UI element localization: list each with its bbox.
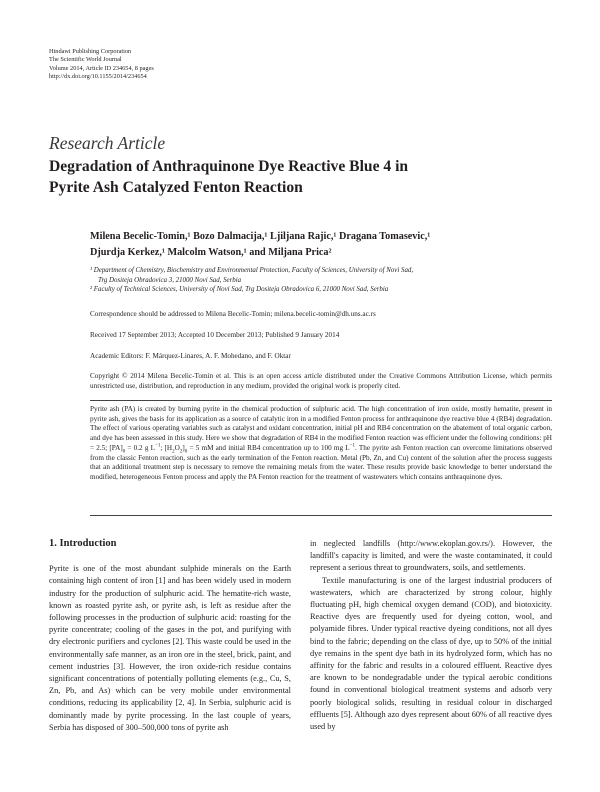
cond-h2o2-close: ] <box>182 443 185 452</box>
cond-pa-exp: −1 <box>155 443 161 449</box>
correspondence: Correspondence should be addressed to Milena Becelic-Tomin; milena.becelic-tomin@dh.uns.ac.rs <box>90 310 376 318</box>
volume-info: Volume 2014, Article ID 234654, 8 pages <box>49 64 154 72</box>
affiliation-1: ¹ Department of Chemistry, Biochemistry and Environmental Protection, Faculty of Sciences, University of Novi Sad, <box>90 267 414 274</box>
abstract-text-1: Pyrite ash (PA) is created by burning pyrite in the chemical production of sulphuric acid. The high concentration of iron oxide, mostly hematite, present in pyrite ash, gives the basis for its application as a source of catalytic iron in a modified Fenton process for anthraquinone dye reactive blue 4 (RB4) degradation. The effect of various operating variables such as catalyst and oxidant concentration, initial pH and RB4 concentration on the abatement of total organic carbon, and dye has been assessed in this study. Here we show that degradation of RB4 in the modified Fenton reaction was efficient under the following conditions: pH = 2.5; <box>90 405 552 452</box>
authors-line-2: Djurdja Kerkez,¹ Malcolm Watson,¹ and Miljana Prica² <box>90 247 332 259</box>
cond-h2o2-sub2: 2 <box>179 449 183 455</box>
journal-header <box>49 48 154 82</box>
cond-h2o2-val: = 5 mM and initial RB4 concentration up to 100 mg L <box>187 443 350 452</box>
cond-h2o2-o: O <box>174 443 180 452</box>
cond-pa-val: = 0.2 g L <box>125 443 155 452</box>
cond-pa-sub: 0 <box>122 449 126 455</box>
article-dates: Received 17 September 2013; Accepted 10 December 2013; Published 9 January 2014 <box>90 331 340 339</box>
paragraph: Textile manufacturing is one of the largest industrial producers of wastewaters, which are characterized by strong colour, highly fluctuating pH, high chemical oxygen demand (COD), and biotoxicity. Reactive dyes are frequently used for dyeing cotton, wool, and polyamide fibres. Under typical reactive dyeing conditions, not all dyes bind to the fabric; depending on the class of dye, up to 50% of the initial dye remains in the spent dye bath in its hydrolyzed form, which has no affinity for the fabric and results in a coloured effluent. Reactive dyes are known to be nondegradable under the typical aerobic conditions found in conventional biological treatment systems and adsorb very poorly biological solids, resulting in residual colour in discharged effluents [5]. Although azo dyes represent about 60% of all reactive dyes used by <box>310 575 552 732</box>
cond-h2o2: ; [H <box>160 443 173 452</box>
author-list <box>90 229 552 262</box>
paragraph: in neglected landfills (http://www.ekoplan.gov.rs/). However, the landfill's capacity is limited, and were the waste contaminated, it could represent a serious threat to groundwaters, soils, and settlements. <box>310 539 552 573</box>
title-line-1: Degradation of Anthraquinone Dye Reactive Blue 4 in <box>49 158 409 175</box>
section-heading: 1. Introduction <box>49 538 117 549</box>
affiliations <box>90 266 552 295</box>
copyright-notice: Copyright © 2014 Milena Becelic-Tomin et al. This is an open access article distributed under the Creative Commons Attribution License, which permits unrestricted use, distribution, and reproduction in any medium, provided the original work is properly cited. <box>90 372 552 390</box>
affiliation-1-cont: Trg Dositeja Obradovica 3, 21000 Novi Sad, Serbia <box>98 276 242 284</box>
title-line-2: Pyrite Ash Catalyzed Fenton Reaction <box>49 178 303 196</box>
left-column <box>49 538 291 734</box>
cond-rb4-exp: −1 <box>349 443 356 449</box>
journal-name: The Scientific World Journal <box>49 56 122 64</box>
cond-h2o2-sub1: 2 <box>172 449 175 455</box>
academic-editors: Academic Editors: F. Márquez-Linares, A. F. Mohedano, and F. Oktar <box>90 352 291 360</box>
article-title <box>49 157 519 198</box>
affiliation-2: ² Faculty of Technical Sciences, University of Novi Sad, Trg Dositeja Obradovica 6, 21000 Novi Sad, Serbia <box>90 286 389 294</box>
publisher: Hindawi Publishing Corporation <box>49 48 132 55</box>
abstract-top-rule <box>90 400 552 401</box>
abstract-bottom-rule <box>90 515 552 516</box>
paragraph: Pyrite is one of the most abundant sulphide minerals on the Earth containing high content of iron [1] and has been widely used in modern industry for the production of sulphuric acid. The hematite-rich waste, known as roasted pyrite ash, or pyrite ash, is left as residue after the following processes in the production of sulphuric acid: roasting for the pyrite concentrate; cooling of the gases in the pot, and purifying with dry electronic purifiers and cyclones [2]. This waste could be used in the environmentally safe manner, as an iron ore in the steel, brick, paint, and cement industries [3]. However, the iron oxide-rich residue contains significant concentrations of potentially polluting elements (e.g., Cu, S, Zn, Pb, and As) which can be very mobile under environmental conditions, reducing its applicability [2, 4]. In Serbia, sulphuric acid is dominantly made by pyrite processing. In the last couple of years, Serbia has disposed of 300–500,000 tons of pyrite ash <box>49 564 291 732</box>
abstract-text-2: . The pyrite ash Fenton reaction can overcome limitations observed from the classic Fenton reaction, such as the early termination of the Fenton reaction. Metal (Pb, Zn, and Cu) content of the solution after the process suggests that an additional treatment step is necessary to remove the remaining metals from the water. These results provide basic knowledge to better understand the modified, heterogeneous Fenton process and apply the PA Fenton reaction for the treatment of wastewaters which contains anthraquinone dyes. <box>90 443 552 481</box>
right-column <box>310 538 552 733</box>
cond-pa: [PA] <box>109 443 123 452</box>
article-type: Research Article <box>49 133 166 153</box>
doi-link[interactable]: http://dx.doi.org/10.1155/2014/234654 <box>49 73 147 81</box>
cond-h2o2-sub0: 0 <box>184 449 188 455</box>
abstract <box>90 405 552 483</box>
authors-line-1: Milena Becelic-Tomin,¹ Bozo Dalmacija,¹ Ljiljana Rajic,¹ Dragana Tomasevic,¹ <box>90 231 431 242</box>
